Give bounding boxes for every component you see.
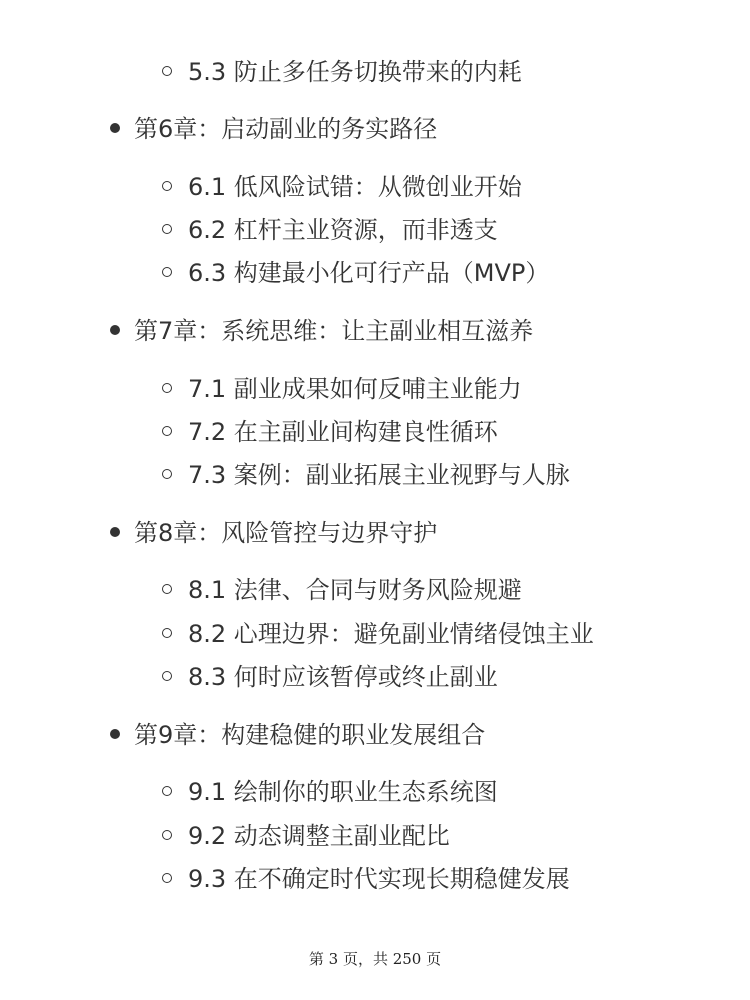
toc-item-text: 9.2 动态调整主副业配比 (188, 822, 450, 850)
toc-item-text: 6.1 低风险试错：从微创业开始 (188, 173, 522, 201)
circle-bullet-icon (162, 671, 172, 681)
toc-section-7-2 (162, 412, 498, 452)
toc-item-text: 5.3 防止多任务切换带来的内耗 (188, 58, 522, 86)
toc-section-6-2 (162, 210, 498, 250)
disc-bullet-icon (110, 325, 120, 335)
toc-chapter-9 (110, 715, 485, 755)
toc-item-text: 第7章：系统思维：让主副业相互滋养 (134, 317, 534, 345)
toc-section-7-1 (162, 369, 522, 409)
toc-section-7-3 (162, 455, 570, 495)
toc-section-5-3 (162, 52, 522, 92)
toc-item-text: 7.3 案例：副业拓展主业视野与人脉 (188, 461, 570, 489)
toc-item-text: 6.2 杠杆主业资源，而非透支 (188, 216, 498, 244)
toc-item-text: 9.3 在不确定时代实现长期稳健发展 (188, 865, 570, 893)
circle-bullet-icon (162, 181, 172, 191)
toc-item-text: 8.3 何时应该暂停或终止副业 (188, 663, 498, 691)
circle-bullet-icon (162, 786, 172, 796)
circle-bullet-icon (162, 383, 172, 393)
toc-section-6-1 (162, 167, 522, 207)
circle-bullet-icon (162, 426, 172, 436)
toc-section-9-1 (162, 772, 498, 812)
toc-item-text: 9.1 绘制你的职业生态系统图 (188, 778, 498, 806)
toc-chapter-6 (110, 109, 437, 149)
circle-bullet-icon (162, 66, 172, 76)
circle-bullet-icon (162, 873, 172, 883)
toc-chapter-7 (110, 311, 533, 351)
toc-item-text: 6.3 构建最小化可行产品（MVP） (188, 259, 550, 287)
toc-item-text: 第8章：风险管控与边界守护 (134, 519, 438, 547)
toc-section-9-2 (162, 816, 450, 856)
toc-section-8-1 (162, 570, 522, 610)
circle-bullet-icon (162, 469, 172, 479)
toc-section-9-3 (162, 859, 570, 899)
page-number-footer: 第 3 页，共 250 页 (308, 950, 442, 968)
toc-item-text: 7.2 在主副业间构建良性循环 (188, 418, 498, 446)
circle-bullet-icon (162, 267, 172, 277)
toc-chapter-8 (110, 513, 437, 553)
circle-bullet-icon (162, 628, 172, 638)
toc-item-text: 8.1 法律、合同与财务风险规避 (188, 576, 522, 604)
circle-bullet-icon (162, 584, 172, 594)
toc-section-6-3 (162, 253, 549, 293)
toc-section-8-3 (162, 657, 498, 697)
circle-bullet-icon (162, 830, 172, 840)
circle-bullet-icon (162, 224, 172, 234)
toc-item-text: 8.2 心理边界：避免副业情绪侵蚀主业 (188, 620, 594, 648)
disc-bullet-icon (110, 527, 120, 537)
disc-bullet-icon (110, 729, 120, 739)
toc-item-text: 第6章：启动副业的务实路径 (134, 115, 438, 143)
disc-bullet-icon (110, 123, 120, 133)
toc-section-8-2 (162, 614, 594, 654)
toc-item-text: 第9章：构建稳健的职业发展组合 (134, 721, 486, 749)
toc-item-text: 7.1 副业成果如何反哺主业能力 (188, 375, 522, 403)
